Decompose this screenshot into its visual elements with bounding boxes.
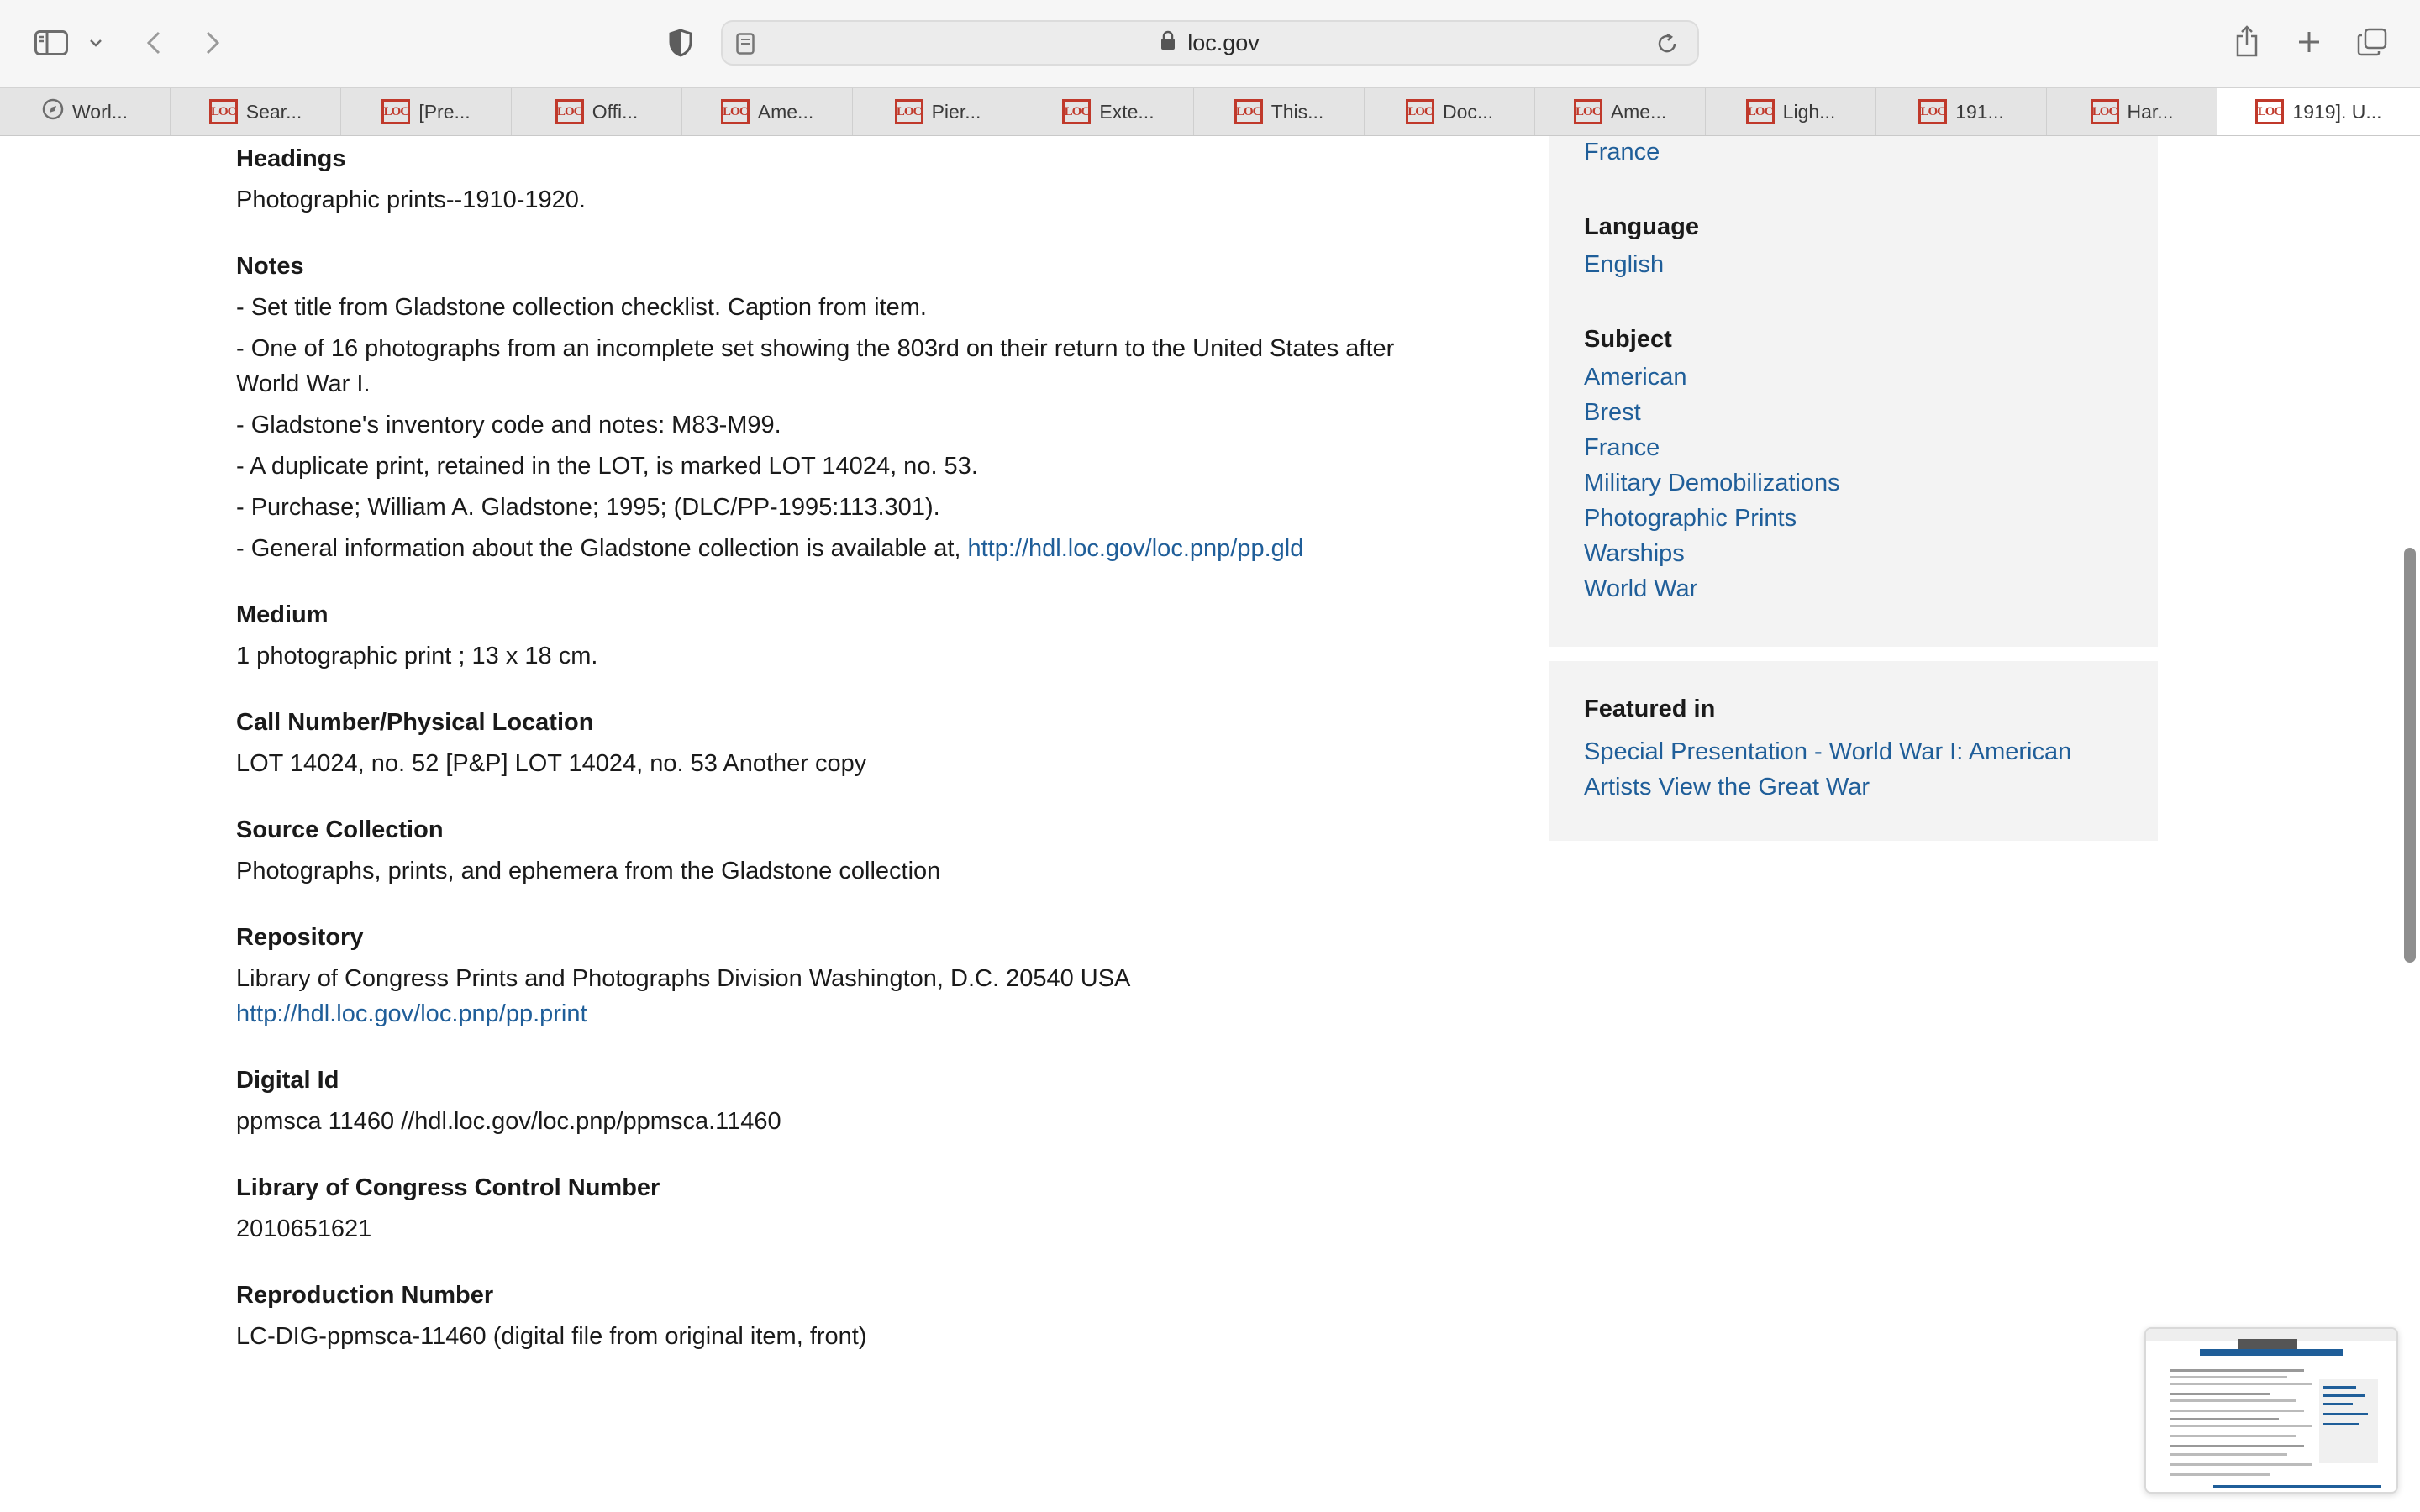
tab-label: Sear... [245, 100, 302, 123]
reproduction-label: Reproduction Number [236, 1282, 494, 1309]
subject-link[interactable]: American [1584, 364, 1687, 391]
language-link[interactable]: English [1584, 251, 1665, 278]
note-item: - One of 16 photographs from an incomplete set showing the 803rd on their return to the United States after World War I. [236, 335, 1395, 397]
note-item: - Set title from Gladstone collection checklist. Caption from item. [236, 294, 927, 321]
tab-strip [0, 87, 2420, 136]
loc-logo-icon: LOC [1406, 99, 1434, 124]
medium-value: 1 photographic print ; 13 x 18 cm. [236, 643, 598, 669]
loc-logo-icon: LOC [721, 99, 750, 124]
tab-label: [Pre... [418, 100, 471, 123]
language-label: Language [1584, 213, 1699, 240]
medium-label: Medium [236, 601, 329, 628]
subject-label: Subject [1584, 326, 1672, 353]
tab[interactable] [1365, 88, 1535, 135]
tab-label: Ame... [1610, 100, 1667, 123]
note-item: - Purchase; William A. Gladstone; 1995; (DLC/PP-1995:113.301). [236, 494, 940, 521]
tab[interactable] [1023, 88, 1194, 135]
headings-value: Photographic prints--1910-1920. [236, 186, 586, 213]
note-text: - General information about the Gladstone collection is available at, [236, 535, 968, 562]
tab[interactable] [512, 88, 682, 135]
repository-link[interactable]: http://hdl.loc.gov/loc.pnp/pp.print [236, 1000, 587, 1027]
subject-link[interactable]: Military Demobilizations [1584, 470, 1840, 496]
call-number-label: Call Number/Physical Location [236, 709, 594, 736]
location-link-france[interactable]: France [1584, 139, 1660, 165]
tab-label: Har... [2127, 100, 2174, 123]
source-collection-section [236, 811, 1463, 889]
featured-link-line: Special Presentation - World War I: American [1584, 738, 2072, 765]
tab-active[interactable] [2217, 88, 2420, 135]
compass-icon [42, 98, 64, 125]
sidebar-toggle-icon[interactable] [34, 25, 69, 60]
tab-label: Ligh... [1782, 100, 1836, 123]
lccn-label: Library of Congress Control Number [236, 1174, 660, 1201]
tab[interactable] [1876, 88, 2047, 135]
tab-label: Doc... [1442, 100, 1494, 123]
lock-icon [1160, 30, 1176, 56]
tab-overview-icon[interactable] [2354, 25, 2390, 59]
lccn-section [236, 1169, 1463, 1247]
repository-section [236, 919, 1463, 1032]
tab[interactable] [341, 88, 512, 135]
featured-link-line: Artists View the Great War [1584, 774, 1870, 801]
note-item [236, 531, 1463, 566]
loc-logo-icon: LOC [209, 99, 238, 124]
tab-label: Worl... [71, 100, 129, 123]
digital-id-value: ppmsca 11460 //hdl.loc.gov/loc.pnp/ppmsca.11460 [236, 1108, 781, 1135]
scrollbar[interactable] [2400, 136, 2420, 1512]
tab-label: Pier... [931, 100, 981, 123]
loc-logo-icon: LOC [2091, 99, 2119, 124]
loc-logo-icon: LOC [1574, 99, 1602, 124]
medium-section [236, 596, 1463, 674]
subject-link[interactable]: Photographic Prints [1584, 505, 1797, 532]
share-icon[interactable] [2232, 22, 2262, 60]
tab-label: 1919]. U... [2292, 100, 2382, 123]
digital-id-label: Digital Id [236, 1067, 339, 1094]
subject-link[interactable]: Warships [1584, 540, 1685, 567]
subject-link[interactable]: France [1584, 434, 1660, 461]
note-item: - Gladstone's inventory code and notes: M83-M99. [236, 412, 781, 438]
tab[interactable] [1535, 88, 1706, 135]
digital-id-section [236, 1062, 1463, 1139]
privacy-shield-icon[interactable] [664, 25, 697, 60]
featured-panel [1549, 661, 2158, 841]
tab-label: Exte... [1099, 100, 1155, 123]
call-number-value: LOT 14024, no. 52 [P&P] LOT 14024, no. 53 Another copy [236, 750, 867, 777]
tab[interactable] [682, 88, 853, 135]
address-bar[interactable] [721, 20, 1699, 66]
tab-label: 191... [1955, 100, 2004, 123]
subject-link[interactable]: World War [1584, 575, 1698, 602]
featured-link[interactable] [1584, 734, 2158, 805]
repository-value: Library of Congress Prints and Photographs Division Washington, D.C. 20540 USA [236, 965, 1131, 992]
source-collection-label: Source Collection [236, 816, 444, 843]
featured-label: Featured in [1584, 696, 1716, 722]
tab[interactable] [0, 88, 171, 135]
facets-panel [1549, 136, 2158, 647]
notes-section [236, 248, 1463, 566]
scrollbar-thumb[interactable] [2404, 548, 2416, 963]
back-icon[interactable] [141, 25, 166, 60]
record-details [236, 136, 1463, 1384]
page-preview-thumbnail[interactable] [2144, 1327, 2398, 1494]
browser-toolbar [0, 0, 2420, 87]
loc-logo-icon: LOC [1062, 99, 1091, 124]
notes-label: Notes [236, 253, 304, 280]
loc-logo-icon: LOC [895, 99, 923, 124]
headings-label: Headings [236, 145, 346, 172]
tab[interactable] [1706, 88, 1876, 135]
repository-label: Repository [236, 924, 364, 951]
tab-label: Offi... [592, 100, 639, 123]
reload-icon[interactable] [1655, 32, 1679, 55]
gladstone-collection-link[interactable]: http://hdl.loc.gov/loc.pnp/pp.gld [967, 535, 1304, 562]
address-text: loc.gov [1187, 29, 1260, 55]
tab[interactable] [1194, 88, 1365, 135]
tab[interactable] [2047, 88, 2217, 135]
loc-logo-icon: LOC [1234, 99, 1263, 124]
tab-label: Ame... [757, 100, 814, 123]
reproduction-value: LC-DIG-ppmsca-11460 (digital file from original item, front) [236, 1323, 867, 1350]
loc-logo-icon: LOC [1918, 99, 1947, 124]
headings-section [236, 140, 1463, 218]
chevron-down-icon[interactable] [86, 30, 106, 55]
tab-label: This... [1270, 100, 1324, 123]
tab[interactable] [171, 88, 341, 135]
note-item: - A duplicate print, retained in the LOT, is marked LOT 14024, no. 53. [236, 453, 978, 480]
tab[interactable] [853, 88, 1023, 135]
new-tab-icon[interactable] [2294, 25, 2324, 59]
loc-logo-icon: LOC [2255, 99, 2284, 124]
lccn-value: 2010651621 [236, 1215, 372, 1242]
source-collection-value: Photographs, prints, and ephemera from the Gladstone collection [236, 858, 941, 885]
forward-icon[interactable] [200, 25, 225, 60]
loc-logo-icon: LOC [381, 99, 410, 124]
reproduction-section [236, 1277, 1463, 1354]
loc-logo-icon: LOC [555, 99, 584, 124]
call-number-section [236, 704, 1463, 781]
loc-logo-icon: LOC [1746, 99, 1775, 124]
subject-link[interactable]: Brest [1584, 399, 1641, 426]
